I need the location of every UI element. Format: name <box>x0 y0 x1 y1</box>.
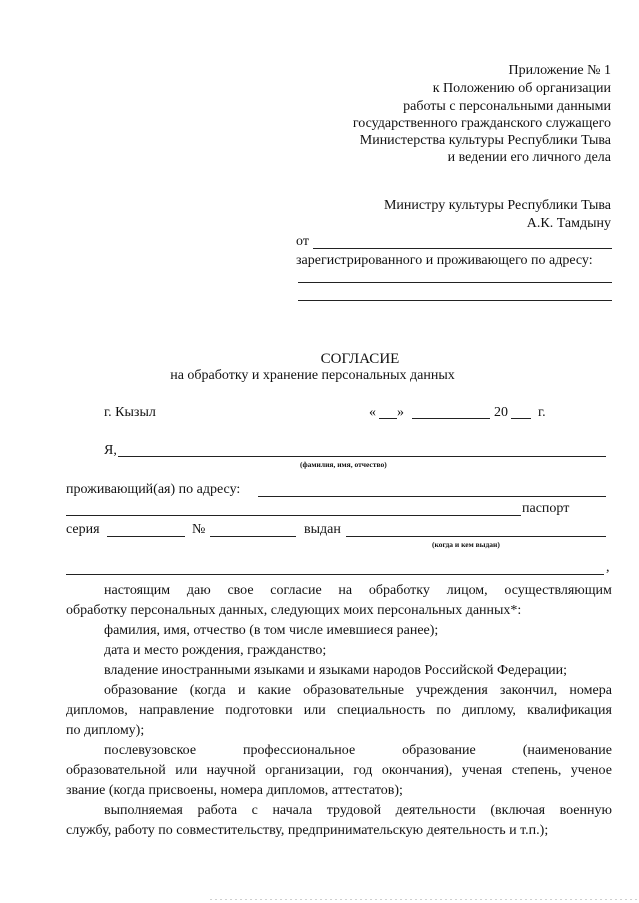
appendix-line-6: и ведении его личного дела <box>447 150 611 165</box>
address-field-line-2[interactable] <box>298 300 612 301</box>
document-subtitle: на обработку и хранение персональных данных <box>170 368 455 383</box>
addressee-line-2: А.К. Тамдыну <box>526 216 611 231</box>
word: образование <box>104 683 178 698</box>
appendix-line-3: работы с персональными данными <box>403 99 611 114</box>
address-field-line-1[interactable] <box>298 282 612 283</box>
year-field[interactable] <box>511 418 531 419</box>
word: настоящим <box>104 583 171 598</box>
page-bottom-edge <box>210 899 639 900</box>
word: степень, <box>511 763 562 778</box>
word: свое <box>227 583 254 598</box>
day-field[interactable] <box>379 418 397 419</box>
item-education-line-3: по диплому); <box>66 723 145 738</box>
item-languages: владение иностранными языками и языками народов Российской Федерации; <box>104 663 568 678</box>
appendix-line-1: Приложение № 1 <box>508 63 611 78</box>
residence-label: проживающий(ая) по адресу: <box>66 482 241 497</box>
word: окончания), <box>381 763 453 778</box>
word: (когда <box>189 683 226 698</box>
item-work-line-2: службу, работу по совместительству, предпринимательскую деятельность и т.п.); <box>66 823 549 838</box>
word: выполняемая <box>104 803 183 818</box>
word: или <box>175 763 198 778</box>
issued-hint: (когда и кем выдан) <box>432 540 500 549</box>
series-label: серия <box>66 522 100 537</box>
word: образование <box>402 743 476 758</box>
word: по <box>436 703 451 718</box>
word: подготовки <box>225 703 293 718</box>
appendix-line-5: Министерства культуры Республики Тыва <box>359 133 611 148</box>
word: дипломов, <box>66 703 128 718</box>
word: на <box>338 583 353 598</box>
issued-label: выдан <box>304 522 341 537</box>
word: какие <box>257 683 291 698</box>
passport-label: паспорт <box>522 501 570 516</box>
word: диплому, <box>462 703 516 718</box>
item-postgrad-line-3: звание (когда присвоены, номера дипломов, аттестатов); <box>66 783 403 798</box>
month-field[interactable] <box>412 418 490 419</box>
word: год <box>353 763 373 778</box>
word: даю <box>186 583 211 598</box>
addressee-line-1: Министру культуры Республики Тыва <box>383 198 611 213</box>
document-title: СОГЛАСИЕ <box>320 351 400 367</box>
item-education-line-1 <box>104 683 612 699</box>
word: научной <box>206 763 256 778</box>
word: и <box>238 683 246 698</box>
number-field[interactable] <box>210 536 296 537</box>
word: согласие <box>270 583 322 598</box>
trailing-comma: , <box>606 560 610 575</box>
year-suffix: г. <box>538 405 546 420</box>
word: (наименование <box>522 743 612 758</box>
residence-field[interactable] <box>258 496 606 497</box>
word: (включая <box>490 803 546 818</box>
date-close-quote: » <box>397 405 404 420</box>
word: деятельности <box>395 803 476 818</box>
issued-field[interactable] <box>346 536 606 537</box>
word: профессиональное <box>243 743 356 758</box>
number-label: № <box>192 522 206 537</box>
word: направление <box>139 703 215 718</box>
full-name-field[interactable] <box>118 456 606 457</box>
from-label: от <box>296 234 309 249</box>
word: специальность <box>336 703 426 718</box>
word: лицом, <box>446 583 488 598</box>
item-birth-citizenship: дата и место рождения, гражданство; <box>104 643 327 658</box>
word: работа <box>197 803 238 818</box>
body-line-2: обработку персональных данных, следующих моих персональных данных*: <box>66 603 522 618</box>
word: ученое <box>570 763 612 778</box>
word: или <box>303 703 326 718</box>
word: военную <box>559 803 612 818</box>
item-education-line-2 <box>66 703 612 719</box>
ya-label: Я, <box>104 443 117 458</box>
issued-field-line-2[interactable] <box>66 574 604 575</box>
city-label: г. Кызыл <box>104 405 156 420</box>
item-work-line-1 <box>104 803 612 819</box>
registered-address-label: зарегистрированного и проживающего по адресу: <box>296 253 593 268</box>
series-field[interactable] <box>107 536 185 537</box>
item-full-name: фамилия, имя, отчество (в том числе имевшиеся ранее); <box>104 623 439 638</box>
word: начала <box>272 803 313 818</box>
word: закончил, <box>499 683 558 698</box>
date-open-quote: « <box>369 405 376 420</box>
word: обработку <box>368 583 430 598</box>
word: ученая <box>461 763 503 778</box>
year-prefix: 20 <box>494 405 508 420</box>
appendix-line-4: государственного гражданского служащего <box>352 116 611 131</box>
word: послевузовское <box>104 743 197 758</box>
item-postgrad-line-1 <box>104 743 612 759</box>
word: с <box>251 803 258 818</box>
word: образовательные <box>303 683 404 698</box>
word: учреждения <box>416 683 488 698</box>
appendix-line-2: к Положению об организации <box>432 81 611 96</box>
item-postgrad-line-2 <box>66 763 612 779</box>
full-name-hint: (фамилия, имя, отчество) <box>300 460 387 469</box>
from-name-field[interactable] <box>313 248 612 249</box>
word: образовательной <box>66 763 166 778</box>
word: организации, <box>265 763 344 778</box>
word: номера <box>569 683 612 698</box>
residence-field-line-2[interactable] <box>66 515 521 516</box>
word: квалификация <box>527 703 612 718</box>
word: трудовой <box>326 803 382 818</box>
word: осуществляющим <box>504 583 612 598</box>
body-line-1 <box>104 583 612 599</box>
